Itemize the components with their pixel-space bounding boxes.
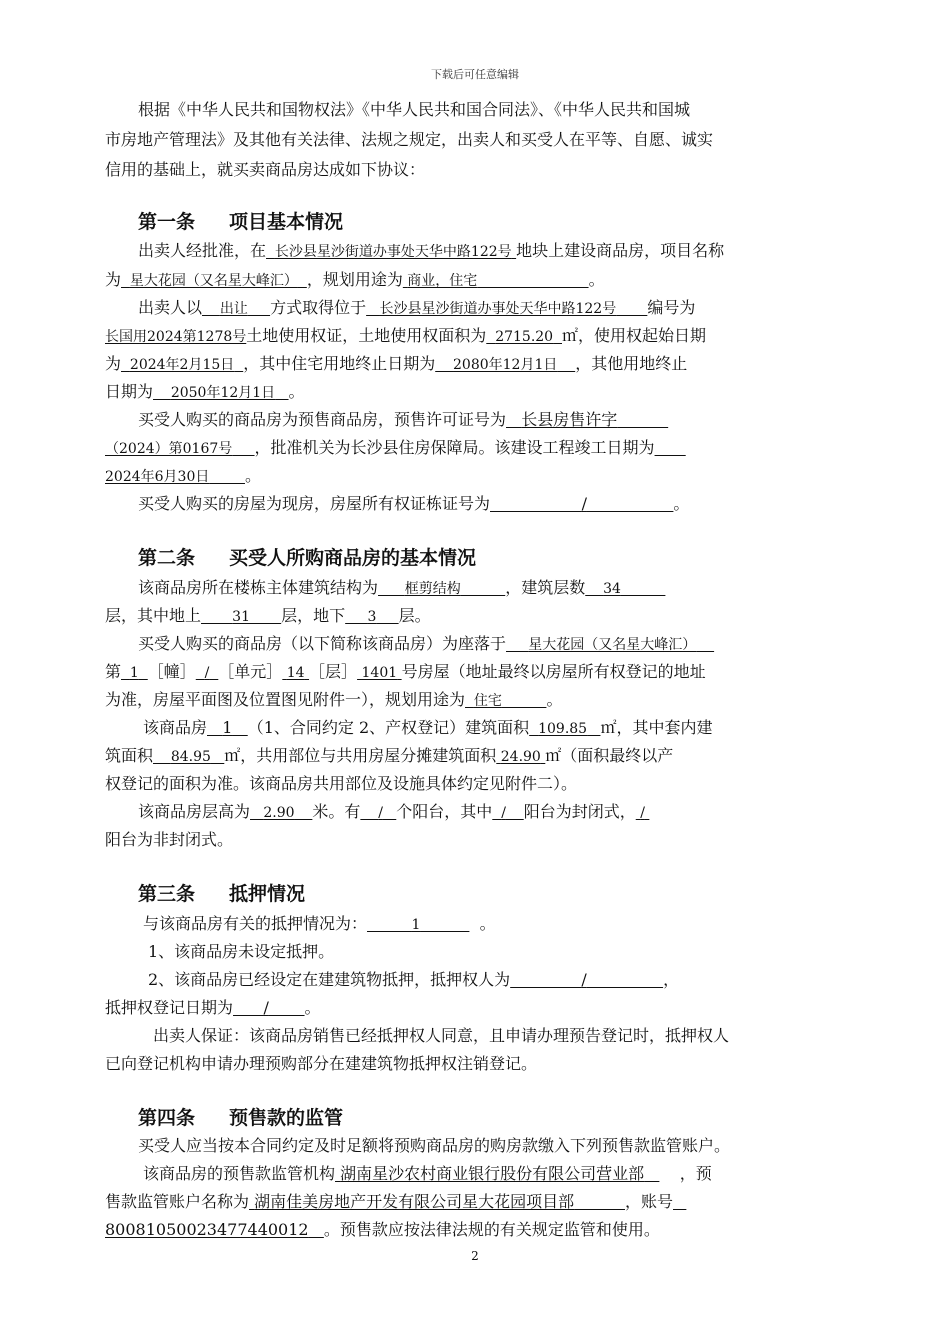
text: 2、该商品房已经设定在建建筑物抵押，抵押权人为 xyxy=(148,970,511,989)
text: 该商品房层高为 xyxy=(138,802,251,821)
inner-area-field: 84.95 xyxy=(170,749,211,765)
page-number: 2 xyxy=(471,1249,479,1263)
text: 出卖人经批准，在 xyxy=(138,241,267,260)
text: （1、合同约定 2、产权登记）建筑面积 xyxy=(247,718,530,737)
room-field: 1401 xyxy=(361,665,398,681)
residential-end-date-field: 2080年12月1日 xyxy=(453,357,558,373)
text: 为 xyxy=(105,354,122,373)
unit-field: / xyxy=(204,665,210,681)
art4-line-4 xyxy=(105,1220,660,1240)
text: ，规划用途为 xyxy=(306,270,403,289)
text: ㎡，使用权起始日期 xyxy=(562,326,707,345)
text: ［幢］ xyxy=(147,662,196,681)
account-name-field: 湖南佳美房地产开发有限公司星大花园项目部 xyxy=(254,1192,575,1211)
text: 。 xyxy=(304,998,321,1017)
article-2-heading xyxy=(138,546,476,570)
art1-line-8 xyxy=(105,438,686,459)
art4-line-2 xyxy=(143,1164,712,1184)
text: ，账号 xyxy=(624,1192,673,1211)
mortgagee-field: / xyxy=(581,970,587,989)
text: 第 xyxy=(105,662,122,681)
text: 买受人购买的商品房为预售商品房，预售许可证号为 xyxy=(138,410,507,429)
art1-line-9 xyxy=(105,466,261,487)
completion-date-field: 2024年6月30日 xyxy=(105,469,210,485)
art3-line-1 xyxy=(143,914,496,935)
text: 该商品房的预售款监管机构 xyxy=(143,1164,336,1183)
presale-permit-field-a: 长县房售许字 xyxy=(521,410,618,429)
floor-field: 14 xyxy=(286,665,305,681)
article-2-title: 买受人所购商品房的基本情况 xyxy=(229,547,477,569)
art3-option-1: 1、该商品房未设定抵押。 xyxy=(148,942,335,961)
shared-area-field: 24.90 xyxy=(500,749,541,765)
text: ㎡，其中套内建 xyxy=(600,718,713,737)
text: 售款监管账户名称为 xyxy=(105,1192,250,1211)
text: 抵押权登记日期为 xyxy=(105,998,234,1017)
text: ㎡，共用部位与共用房屋分摊建筑面积 xyxy=(224,746,497,765)
art2-line-8: 权登记的面积为准。该商品房共用部位及设施具体约定见附件二）。 xyxy=(105,774,578,793)
building-field: 1 xyxy=(129,665,139,681)
text: 编号为 xyxy=(647,298,696,317)
art3-line-6: 已向登记机构申请办理预购部分在建建筑物抵押权注销登记。 xyxy=(105,1054,538,1073)
art2-line-9 xyxy=(138,802,649,823)
text: 。 xyxy=(244,466,261,485)
art1-line-3 xyxy=(138,298,695,319)
text: ［层］ xyxy=(309,662,358,681)
art2-line-2 xyxy=(105,606,431,627)
article-1-heading xyxy=(138,210,343,234)
text: 层。 xyxy=(398,606,431,625)
text: 出卖人以 xyxy=(138,298,203,317)
text: 米。有 xyxy=(312,802,361,821)
text: 层，其中地上 xyxy=(105,606,202,625)
planned-use-field: 商业，住宅 xyxy=(407,273,478,289)
text: ，其中住宅用地终止日期为 xyxy=(243,354,436,373)
text: ，建筑层数 xyxy=(505,578,586,597)
text: 。 xyxy=(673,494,690,513)
art1-line-5 xyxy=(105,354,687,375)
account-number-blank xyxy=(673,1195,686,1211)
above-ground-field: 31 xyxy=(232,609,250,625)
text: 。 xyxy=(288,382,305,401)
text: 阳台为封闭式， xyxy=(523,802,636,821)
completion-blank xyxy=(655,441,686,457)
text: ㎡（面积最终以产 xyxy=(545,746,674,765)
article-3-number: 第三条 xyxy=(138,883,196,905)
art2-line-3 xyxy=(138,634,714,655)
text: 。 xyxy=(479,914,496,933)
acquisition-method-field: 出让 xyxy=(219,301,248,317)
art1-line-1 xyxy=(138,241,724,262)
intro-line-3: 信用的基础上，就买卖商品房达成如下协议： xyxy=(105,160,426,179)
intro-line-2: 市房地产管理法》及其他有关法律、法规之规定，出卖人和买受人在平等、自愿、诚实 xyxy=(105,130,714,149)
text: 方式取得位于 xyxy=(270,298,367,317)
art1-line-2 xyxy=(105,270,605,291)
art1-line-4 xyxy=(105,326,706,347)
page-header: 下载后可任意编辑 xyxy=(431,68,519,81)
structure-field: 框剪结构 xyxy=(404,581,461,597)
ownership-cert-field: / xyxy=(581,494,587,513)
start-date-field: 2024年2月15日 xyxy=(129,357,235,373)
balcony-count-field: / xyxy=(378,805,383,821)
text: 。 xyxy=(588,270,605,289)
text: 与该商品房有关的抵押情况为： xyxy=(143,914,368,933)
art4-line-3 xyxy=(105,1192,686,1213)
land-location-field: 长沙县星沙街道办事处天华中路122号 xyxy=(379,301,617,317)
text: ，其他用地终止 xyxy=(575,354,688,373)
other-end-date-field: 2050年12月1日 xyxy=(170,385,276,401)
art3-line-3 xyxy=(148,970,679,990)
art2-line-4 xyxy=(105,662,706,683)
article-1-number: 第一条 xyxy=(138,211,196,233)
closed-balcony-field: / xyxy=(501,805,506,821)
art1-line-6 xyxy=(105,382,305,403)
art2-line-10: 阳台为非封闭式。 xyxy=(105,830,234,849)
art2-line-6 xyxy=(143,718,712,739)
room-use-field: 住宅 xyxy=(473,693,502,709)
article-3-title: 抵押情况 xyxy=(229,883,306,905)
text: 号房屋（地址最终以房屋所有权登记的地址 xyxy=(401,662,706,681)
text: ， xyxy=(663,970,680,989)
text: 层，地下 xyxy=(281,606,346,625)
text: 个阳台，其中 xyxy=(396,802,493,821)
floor-height-field: 2.90 xyxy=(263,805,295,821)
art1-line-7 xyxy=(138,410,668,430)
mortgage-status-field: 1 xyxy=(411,917,421,933)
text: ，批准机关为长沙县住房保障局。该建设工程竣工日期为 xyxy=(254,438,655,457)
text: 。预售款应按法律法规的有关规定监管和使用。 xyxy=(323,1220,660,1239)
text: 。 xyxy=(546,690,563,709)
art3-line-5: 出卖人保证：该商品房销售已经抵押权人同意，且申请办理预告登记时，抵押权人 xyxy=(153,1026,730,1045)
art2-line-7 xyxy=(105,746,673,767)
art3-line-4 xyxy=(105,998,321,1018)
art4-line-1: 买受人应当按本合同约定及时足额将预购商品房的购房款缴入下列预售款监管账户。 xyxy=(138,1136,731,1155)
text: 该商品房所在楼栋主体建筑结构为 xyxy=(138,578,379,597)
text: 筑面积 xyxy=(105,746,154,765)
text: 为准，房屋平面图及位置图见附件一），规划用途为 xyxy=(105,690,466,709)
land-area-field: 2715.20 xyxy=(495,329,554,345)
account-number-field: 80081050023477440012 xyxy=(105,1220,309,1239)
text: 该商品房 xyxy=(143,718,208,737)
text: 买受人购买的房屋为现房，房屋所有权证栋证号为 xyxy=(138,494,491,513)
article-2-number: 第二条 xyxy=(138,547,196,569)
article-4-title: 预售款的监管 xyxy=(229,1107,344,1129)
project-name-field: 星大花园（又名星大峰汇） xyxy=(129,273,298,289)
text: ，预 xyxy=(679,1164,712,1183)
text: 地块上建设商品房，项目名称 xyxy=(516,241,725,260)
article-4-number: 第四条 xyxy=(138,1107,196,1129)
article-4-heading xyxy=(138,1106,343,1130)
presale-permit-field-b: （2024）第0167号 xyxy=(105,441,233,457)
art2-line-1 xyxy=(138,578,665,599)
article-3-heading xyxy=(138,882,305,906)
mortgage-reg-date-field: / xyxy=(263,998,269,1017)
land-cert-number-field: 长国用2024第1278号 xyxy=(105,329,247,345)
located-at-field: 星大花园（又名星大峰汇） xyxy=(528,637,697,653)
open-balcony-field: / xyxy=(640,805,645,821)
plot-location-field: 长沙县星沙街道办事处天华中路122号 xyxy=(274,244,512,260)
text: 买受人购买的商品房（以下简称该商品房）为座落于 xyxy=(138,634,507,653)
art1-line-10 xyxy=(138,494,689,514)
gross-area-field: 109.85 xyxy=(538,721,588,737)
floors-field: 34 xyxy=(603,581,621,597)
area-basis-field: 1 xyxy=(222,718,233,737)
intro-line-1: 根据《中华人民共和国物权法》《中华人民共和国合同法》、《中华人民共和国城 xyxy=(138,100,691,119)
text: 为 xyxy=(105,270,122,289)
below-ground-field: 3 xyxy=(367,609,377,625)
art2-line-5 xyxy=(105,690,562,711)
text: 土地使用权证，土地使用权面积为 xyxy=(246,326,487,345)
supervising-bank-field: 湖南星沙农村商业银行股份有限公司营业部 xyxy=(340,1164,645,1183)
text: 日期为 xyxy=(105,382,154,401)
text: ［单元］ xyxy=(218,662,283,681)
article-1-title: 项目基本情况 xyxy=(229,211,344,233)
